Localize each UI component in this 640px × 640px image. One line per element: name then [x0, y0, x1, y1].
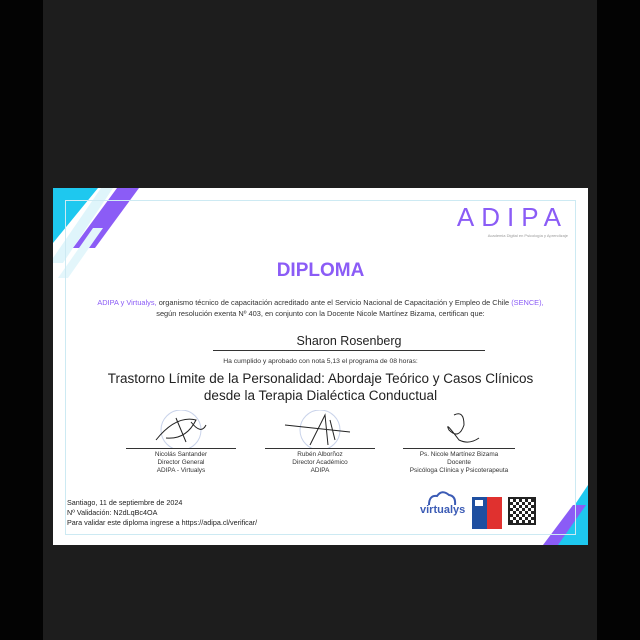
- signatory-org: ADIPA: [310, 467, 330, 474]
- signature-seal-icon: [280, 410, 360, 448]
- signatory-role: Docente: [447, 459, 471, 466]
- qr-code[interactable]: [508, 497, 536, 525]
- footer-info: [67, 498, 257, 528]
- cloud-icon: [427, 491, 457, 505]
- diploma-title: DIPLOMA: [276, 260, 365, 281]
- verify-link[interactable]: Para validar este diploma ingrese a https://adipa.cl/verificar/: [67, 518, 258, 527]
- inner-frame: [65, 200, 576, 535]
- signature-block-2: [265, 410, 375, 475]
- signatory-name: Ps. Nicole Martínez Bizama: [419, 451, 499, 458]
- orgs: ADIPA y Virtualys,: [97, 298, 157, 307]
- logo-word: ADIPA: [456, 202, 568, 232]
- signature-block-3: [403, 410, 515, 475]
- signature-block-1: [126, 410, 236, 475]
- signatory-name: Nicolás Santander: [154, 451, 208, 458]
- grade-line: Ha cumplido y aprobado con nota 5,13 el programa de 08 horas:: [223, 358, 418, 365]
- validation-code: Nº Validación: N2dLqBc4OA: [67, 508, 158, 517]
- intro-text: [93, 297, 548, 319]
- recipient-name: Sharon Rosenberg: [213, 334, 485, 351]
- sence-logo-icon: [472, 497, 502, 529]
- intro-part1: organismo técnico de capacitación acreditado ante el Servicio Nacional de Capacitación y Empleo de Chile: [156, 298, 512, 307]
- diploma: [53, 188, 588, 545]
- signature-icon: [429, 410, 489, 448]
- signatory-role: Director Académico: [292, 459, 348, 466]
- adipa-logo: [457, 202, 568, 238]
- signatory-org: Psicóloga Clínica y Psicoterapeuta: [409, 467, 509, 474]
- signatory-role: Director General: [157, 459, 205, 466]
- signature-seal-icon: [146, 410, 216, 448]
- signatory-name: Rubén Alborñoz: [297, 451, 343, 458]
- intro-part2: según resolución exenta Nº 403, en conjunto con la Docente Nicole Martínez Bizama, certifican que:: [156, 309, 485, 318]
- virtualys-logo: virtualys: [420, 504, 466, 516]
- sence-label: (SENCE),: [511, 298, 544, 307]
- signatory-org: ADIPA - Virtualys: [156, 467, 206, 474]
- logo-tagline: Academia Digital en Psicología y Aprendizaje: [487, 233, 568, 238]
- place-date: Santiago, 11 de septiembre de 2024: [67, 498, 183, 507]
- course-title: Trastorno Límite de la Personalidad: Abordaje Teórico y Casos Clínicos desde la Terapia Dialéctica Conductual: [107, 371, 534, 403]
